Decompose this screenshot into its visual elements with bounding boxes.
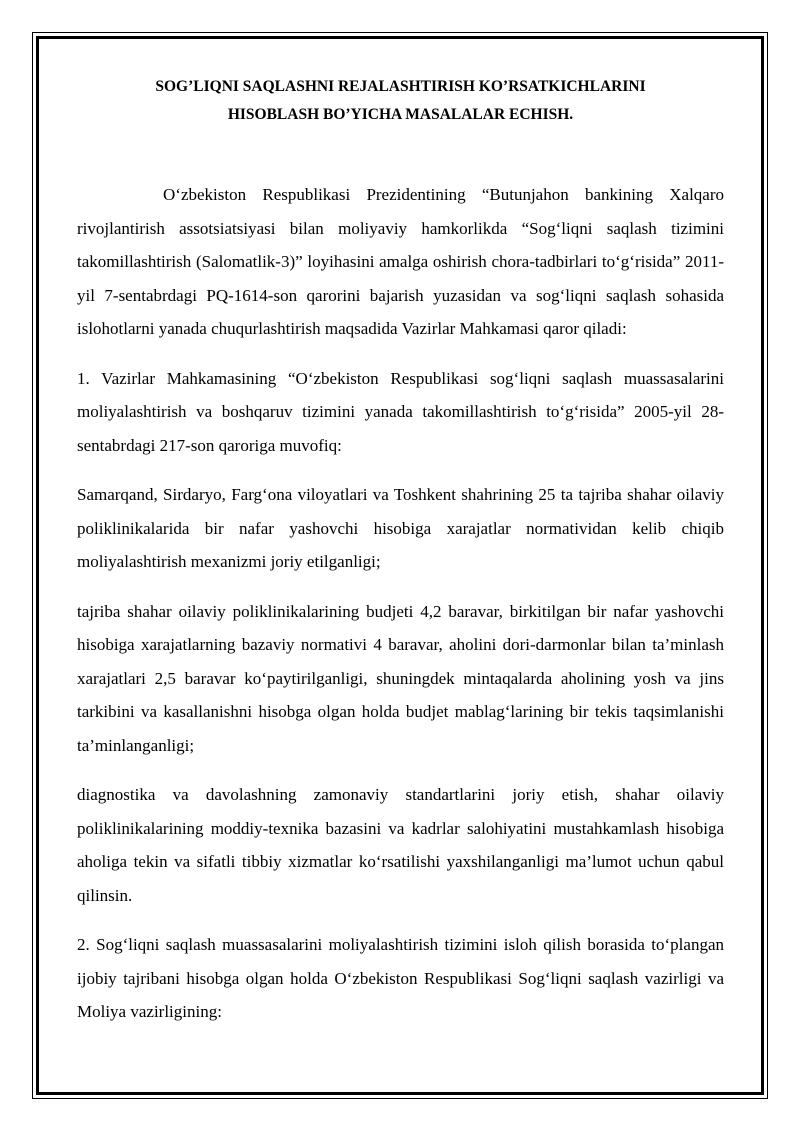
title-line-1: SOG’LIQNI SAQLASHNI REJALASHTIRISH KO’RSATKICHLARINI [155,78,646,95]
document-body [77,73,724,1029]
paragraph-budget: tajriba shahar oilaviy poliklinikalarining budjeti 4,2 baravar, birkitilgan bir nafar yashovchi hisobiga xarajatlarning bazaviy normativi 4 baravar, aholini dori-darmonlar bilan ta’minlash xarajatlari 2,5 baravar ko‘paytirilganligi, shuningdek mintaqalarda aholining yosh va jins tarkibini va kasallanishni hisobga olgan holda budjet mablag‘larining bir tekis taqsimlanishi ta’minlanganligi; [77,601,724,755]
title-line-2: HISOBLASH BO’YICHA MASALALAR ECHISH. [227,106,574,123]
document-title [77,73,724,129]
paragraph-diagnostics: diagnostika va davolashning zamonaviy standartlarini joriy etish, shahar oilaviy poliklinikalarining moddiy-texnika bazasini va kadrlar salohiyatini mustahkamlash hisobiga aholiga tekin va sifatli tibbiy xizmatlar ko‘rsatilishi yaxshilanganligi ma’lumot uchun qabul qilinsin. [77,785,724,905]
paragraph-regions: Samarqand, Sirdaryo, Farg‘ona viloyatlari va Toshkent shahrining 25 ta tajriba shahar oilaviy poliklinikalarida bir nafar yashovchi hisobiga xarajatlar normatividan kelib chiqib moliyalashtirish mexanizmi joriy etilganligi; [77,485,724,571]
paragraph-intro: O‘zbekiston Respublikasi Prezidentining “Butunjahon bankining Xalqaro rivojlantirish assotsiatsiyasi bilan moliyaviy hamkorlikda “Sog‘liqni saqlash tizimini takomillashtirish (Salomatlik-3)” loyihasini amalga oshirish chora-tadbirlari to‘g‘risida” 2011-yil 7-sentabrdagi PQ-1614-son qarorini bajarish yuzasidan va sog‘liqni saqlash sohasida islohotlarni yanada chuqurlashtirish maqsadida Vazirlar Mahkamasi qaror qiladi: [77,185,724,338]
paragraph-item-2: 2. Sog‘liqni saqlash muassasalarini moliyalashtirish tizimini isloh qilish borasida to‘plangan ijobiy tajribani hisobga olgan holda O‘zbekiston Respublikasi Sog‘liqni saqlash vazirligi va Moliya vazirligining: [77,935,724,1021]
paragraph-item-1: 1. Vazirlar Mahkamasining “O‘zbekiston Respublikasi sog‘liqni saqlash muassasalarini moliyalashtirish va boshqaruv tizimini yanada takomillashtirish to‘g‘risida” 2005-yil 28-sentabrdagi 217-son qaroriga muvofiq: [77,368,724,455]
